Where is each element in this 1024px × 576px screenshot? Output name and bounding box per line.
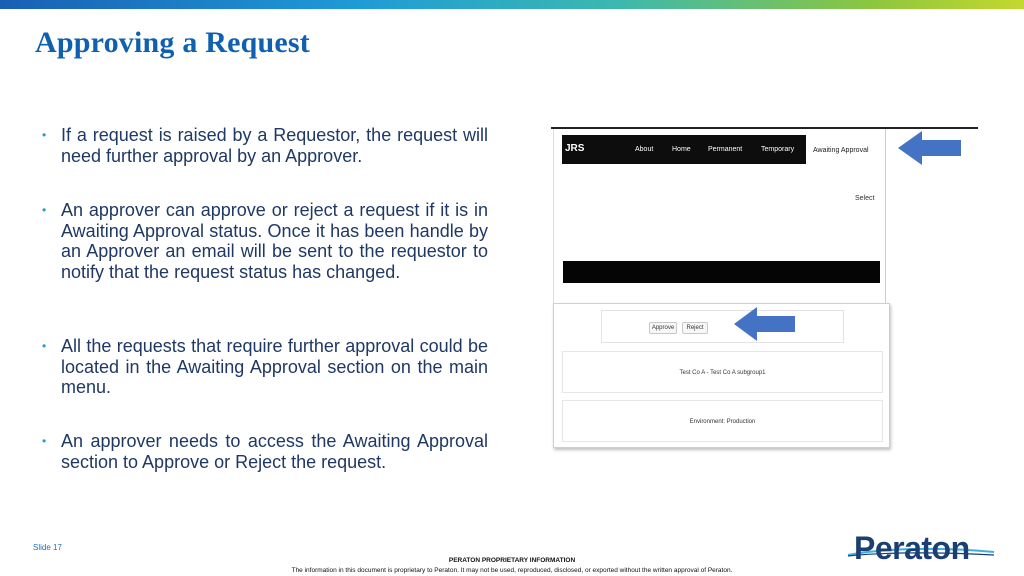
- proprietary-heading: PERATON PROPRIETARY INFORMATION: [448, 557, 576, 564]
- logo-wordmark: Peraton: [854, 530, 970, 566]
- screenshot-bottom-panel: [553, 303, 890, 448]
- peraton-logo: [846, 530, 996, 570]
- app-navbar: [562, 135, 806, 164]
- bullet-text: An approver can approve or reject a request if it is in Awaiting Approval status. Once it has been handle by an Approver an email will be sent to the requestor to notify that the request status has changed.: [61, 200, 488, 282]
- bullet-text: If a request is raised by a Requestor, the request will need further approval by an Approver.: [61, 125, 488, 166]
- bullet-item: [40, 336, 488, 398]
- nav-item-permanent[interactable]: Permanent: [708, 146, 743, 153]
- bullet-dot-icon: •: [42, 434, 47, 448]
- arrow-left-icon: [734, 307, 796, 341]
- bullet-item: [40, 125, 488, 166]
- top-gradient-bar: [0, 0, 1024, 9]
- bullet-dot-icon: •: [42, 203, 47, 217]
- nav-item-home[interactable]: Home: [672, 146, 691, 153]
- environment-card: Environment: Production: [562, 400, 883, 442]
- bullet-item: [40, 200, 488, 282]
- select-column-label: Select: [855, 195, 875, 202]
- bullet-item: [40, 431, 488, 472]
- screenshot-top-panel: [553, 129, 886, 304]
- bullet-dot-icon: •: [42, 339, 47, 353]
- bullet-dot-icon: •: [42, 128, 47, 142]
- nav-item-awaiting-approval[interactable]: Awaiting Approval: [813, 147, 869, 154]
- slide-number: Slide 17: [33, 543, 62, 552]
- arrow-left-icon: [898, 131, 962, 165]
- nav-item-temporary[interactable]: Temporary: [761, 146, 795, 153]
- bullet-text: All the requests that require further approval could be located in the Awaiting Approval section on the main menu.: [61, 336, 488, 397]
- proprietary-notice: The information in this document is proprietary to Peraton. It may not be used, reproduced, disclosed, or exported without the written approval of Peraton.: [291, 567, 733, 574]
- nav-item-about[interactable]: About: [635, 146, 654, 153]
- group-card: Test Co A - Test Co A subgroup1: [562, 351, 883, 393]
- action-card: [601, 310, 844, 343]
- redacted-bar: [563, 261, 880, 283]
- bullet-text: An approver needs to access the Awaiting Approval section to Approve or Reject the request.: [61, 431, 488, 472]
- reject-button[interactable]: Reject: [682, 322, 708, 334]
- approve-button[interactable]: Approve: [649, 322, 677, 334]
- app-brand[interactable]: JRS: [565, 143, 585, 154]
- slide-title: Approving a Request: [35, 26, 310, 59]
